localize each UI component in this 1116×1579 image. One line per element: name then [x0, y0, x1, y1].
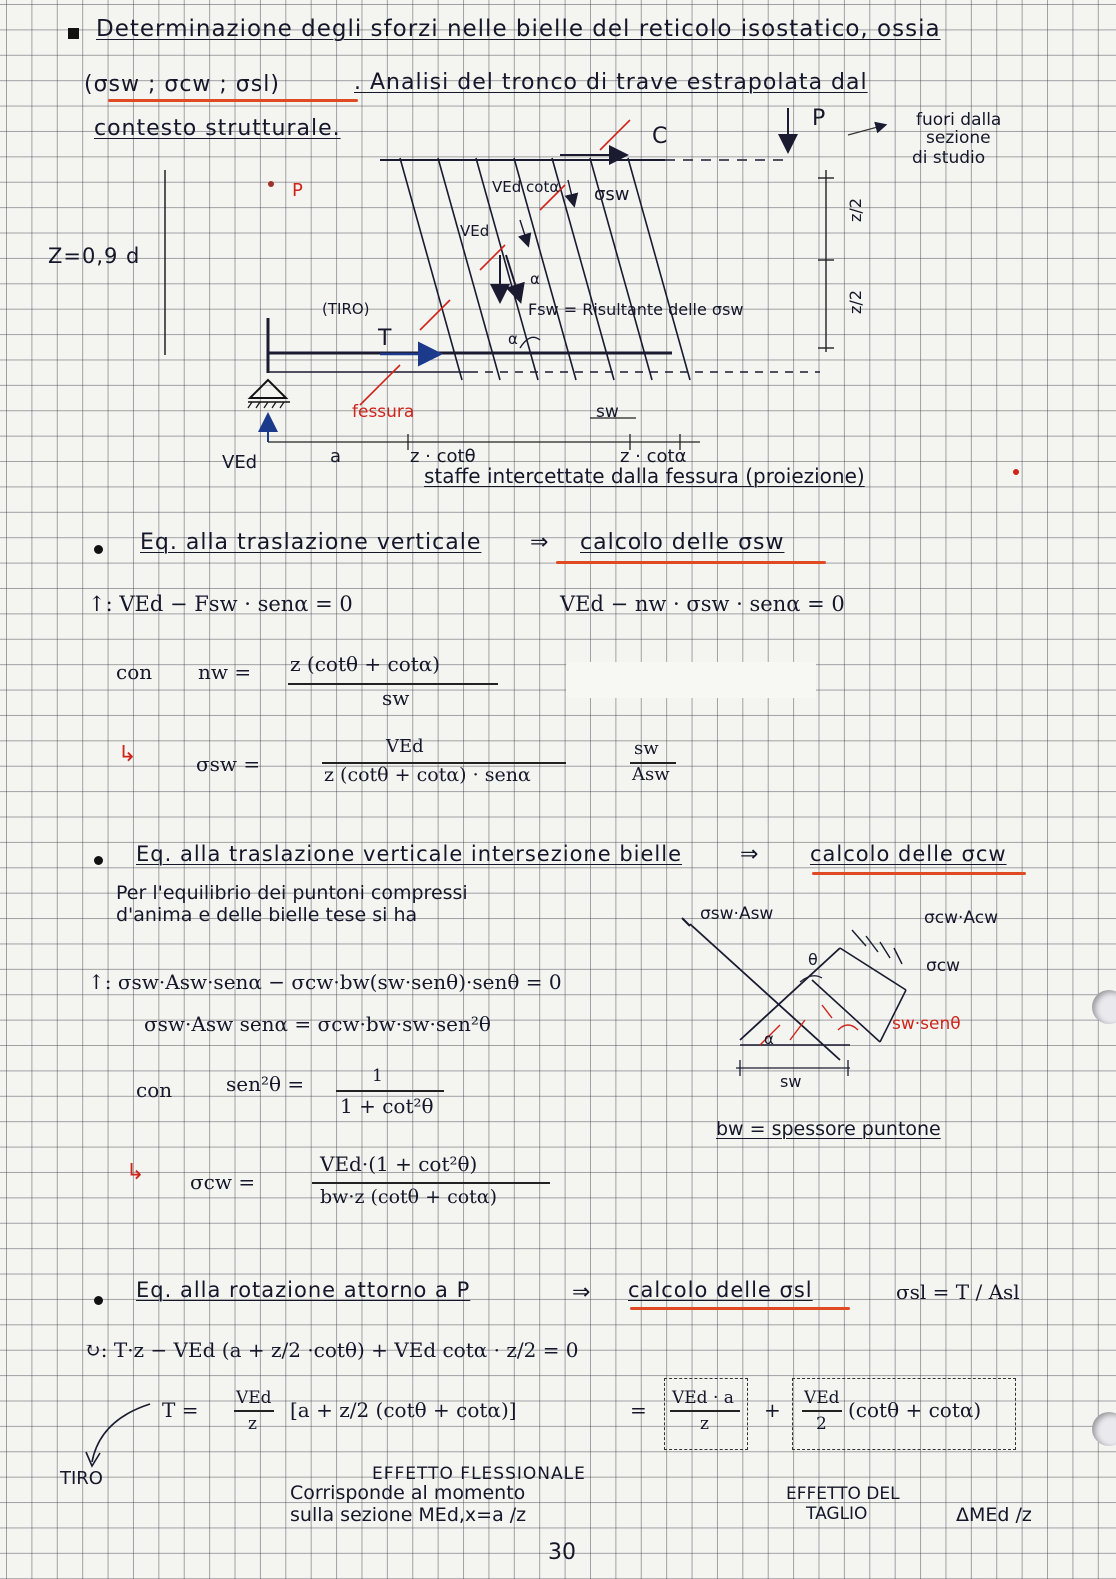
- eq3-term1-num: VEd · a: [672, 1388, 734, 1408]
- eq1-con: con: [116, 660, 153, 684]
- label-sw: sw: [596, 402, 619, 422]
- eq1-sigma-den: z (cotθ + cotα) · senα: [324, 764, 531, 786]
- label-ved-cot: VEd cotα: [492, 178, 560, 196]
- eq1-result-arrow: ↳: [118, 742, 137, 767]
- eq1-sigma-lhs: σsw =: [196, 752, 261, 776]
- eq1-target: calcolo delle σsw: [580, 530, 785, 555]
- label-zcot-alpha: z · cotα: [620, 446, 687, 467]
- eq3-plus: +: [764, 1398, 781, 1422]
- eq3-target: calcolo delle σsl: [628, 1278, 813, 1302]
- eq1-arrow: ⇒: [530, 530, 550, 555]
- eq3-term2-den: 2: [816, 1414, 827, 1434]
- label-zcot-theta: z · cotθ: [410, 446, 476, 467]
- label-ved-diag: VEd: [460, 222, 490, 240]
- eq3-effetto-taglio-a: EFFETTO DEL: [786, 1484, 900, 1504]
- eq2-sigma-lhs: σcw =: [190, 1170, 256, 1194]
- strut-label-sw: sw: [780, 1072, 802, 1091]
- label-t: T: [378, 326, 393, 351]
- strut-label-scw: σcw: [926, 956, 961, 976]
- label-staffe: staffe intercettate dalla fessura (proiezione): [424, 464, 865, 488]
- label-c: C: [652, 124, 669, 149]
- eq2-result-arrow: ↳: [126, 1160, 145, 1185]
- eq1-nw-lhs: nw =: [198, 660, 252, 684]
- header-line3: contesto strutturale.: [94, 116, 341, 141]
- eq3-t-lhs: T =: [162, 1398, 199, 1422]
- eq3-term2-rest: (cotθ + cotα): [848, 1398, 982, 1422]
- header-line2: . Analisi del tronco di trave estrapolata dal: [354, 70, 868, 95]
- eq2-sigma-den: bw·z (cotθ + cotα): [320, 1186, 498, 1208]
- eq2-sen2-lhs: sen²θ =: [226, 1072, 305, 1096]
- strut-label-sw-sen: sw·senθ: [892, 1014, 961, 1034]
- eq1-sigma-num2: sw: [634, 738, 659, 759]
- eq3-sezione: sulla sezione MEd,x=a /z: [290, 1504, 527, 1526]
- label-fsw: Fsw = Risultante delle σsw: [528, 300, 744, 319]
- eq3-eq: =: [630, 1398, 647, 1422]
- eq1-line-a: ↑: VEd − Fsw · senα = 0: [88, 592, 353, 616]
- eq3-term1-den: z: [700, 1414, 709, 1434]
- label-studio: di studio: [912, 148, 986, 168]
- strut-label-scw-acw: σcw·Acw: [924, 908, 999, 928]
- eq3-t-frac-den: z: [248, 1414, 257, 1434]
- eq2-sigma-num: VEd·(1 + cot²θ): [320, 1152, 478, 1176]
- eq3-arrow: ⇒: [572, 1280, 592, 1305]
- eq1-line-b: VEd − nw · σsw · senα = 0: [560, 592, 845, 616]
- eq2-line-a: ↑: σsw·Asw·senα − σcw·bw(sw·senθ)·senθ = 0: [88, 970, 562, 994]
- eq3-effetto-taglio-b: TAGLIO: [806, 1504, 868, 1524]
- eq3-effetto-flessionale: EFFETTO FLESSIONALE: [372, 1464, 586, 1484]
- strut-label-alpha: α: [764, 1030, 774, 1048]
- label-alpha-bottom: α: [508, 330, 518, 348]
- eq3-line-a: ↻: T·z − VEd (a + z/2 ·cotθ) + VEd cotα · z/2 = 0: [84, 1338, 579, 1362]
- label-p-force: P: [812, 106, 827, 131]
- eq1-sigma-num: VEd: [386, 736, 424, 757]
- eq1-nw-den: sw: [382, 686, 410, 710]
- eq2-target: calcolo delle σcw: [810, 842, 1007, 866]
- eq3-box: σsl = T / Asl: [896, 1280, 1020, 1304]
- eq2-desc1: Per l'equilibrio dei puntoni compressi: [116, 882, 468, 904]
- label-z2-top: z/2: [846, 198, 865, 222]
- eq2-desc2: d'anima e delle bielle tese si ha: [116, 904, 418, 926]
- label-z-eq: Z=0,9 d: [48, 244, 141, 268]
- eq2-sen2-num: 1: [372, 1066, 383, 1086]
- header-line1: Determinazione degli sforzi nelle bielle del reticolo isostatico, ossia: [96, 16, 941, 42]
- eq1-title: Eq. alla traslazione verticale: [140, 530, 482, 555]
- strut-label-theta: θ: [808, 950, 818, 969]
- label-fessura: fessura: [352, 402, 415, 422]
- eq2-arrow: ⇒: [740, 842, 760, 867]
- header-line2-sigmas: (σsw ; σcw ; σsl): [84, 72, 280, 97]
- label-alpha-diag: α: [530, 270, 540, 288]
- label-tiro-diag: (TIRO): [322, 300, 370, 318]
- label-sezione: sezione: [926, 128, 991, 148]
- eq2-sen2-den: 1 + cot²θ: [340, 1094, 434, 1118]
- eq2-con: con: [136, 1078, 173, 1102]
- eq3-t-bracket: [a + z/2 (cotθ + cotα)]: [290, 1398, 517, 1422]
- strut-label-sw-asw: σsw·Asw: [700, 904, 774, 924]
- page-number: 30: [548, 1540, 576, 1565]
- label-p-point: P: [292, 180, 304, 201]
- label-fuori: fuori dalla: [916, 110, 1002, 130]
- eq1-sigma-den2: Asw: [632, 764, 670, 785]
- eq3-corrisponde: Corrisponde al momento: [290, 1482, 526, 1504]
- eq3-tiro: TIRO: [60, 1468, 103, 1489]
- eq3-delta-med: ΔMEd /z: [956, 1504, 1032, 1526]
- eq2-title: Eq. alla traslazione verticale intersezione bielle: [136, 842, 682, 866]
- eq2-line-b: σsw·Asw senα = σcw·bw·sw·sen²θ: [144, 1012, 491, 1036]
- eq3-term2-num: VEd: [804, 1388, 840, 1408]
- eq3-t-frac-num: VEd: [236, 1388, 272, 1408]
- strut-label-bw: bw = spessore puntone: [716, 1118, 941, 1140]
- label-a: a: [330, 446, 342, 467]
- label-z2-bottom: z/2: [846, 290, 865, 314]
- eq1-nw-num: z (cotθ + cotα): [290, 652, 441, 676]
- label-ved-reaction: VEd: [222, 452, 258, 473]
- eq3-title: Eq. alla rotazione attorno a P: [136, 1278, 471, 1302]
- label-sigma-sw: σsw: [594, 184, 630, 205]
